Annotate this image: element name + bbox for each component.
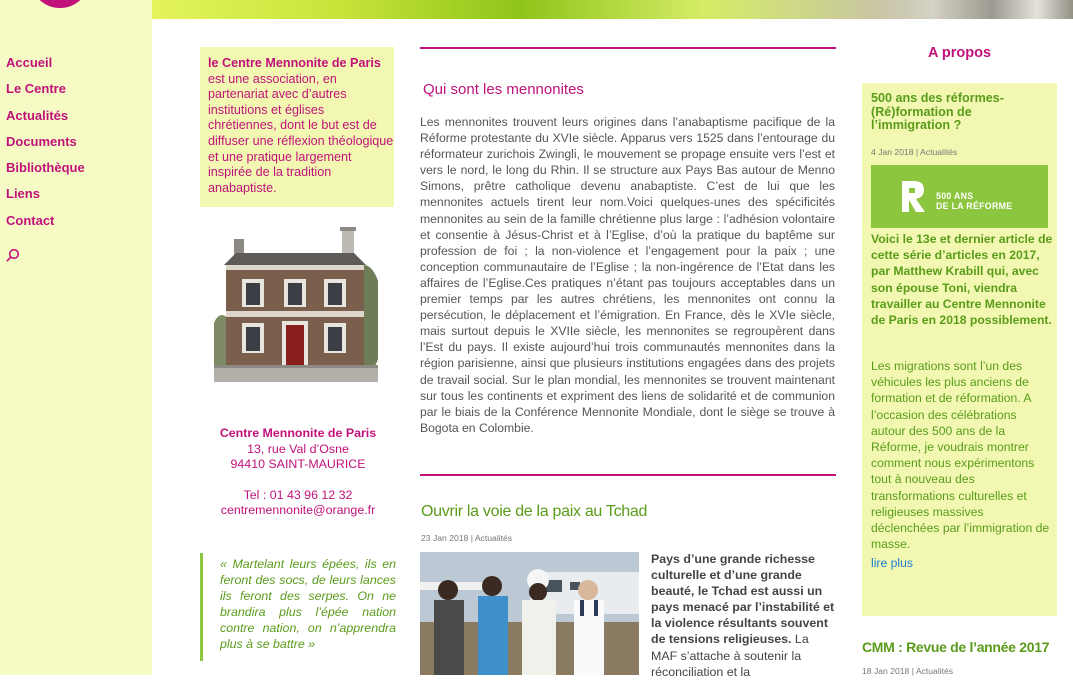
nav-item-le-centre[interactable]: Le Centre: [6, 81, 66, 97]
card-lead: Voici le 13e et dernier article de cette série d’articles en 2017, par Matthew Krabill qui, avec son épouse Toni, viendra travailler au Centre Mennonite de Paris en 2018 possiblement.: [871, 232, 1053, 328]
address-email[interactable]: centremennonite@orange.fr: [220, 503, 376, 518]
nav-item-accueil[interactable]: Accueil: [6, 55, 53, 70]
intro-text: [208, 56, 394, 196]
section-divider-top: [420, 47, 836, 49]
intro-box: [200, 47, 394, 207]
address-phone[interactable]: Tel : 01 43 96 12 32: [243, 487, 353, 502]
news2-meta: 18 Jan 2018 | Actualités: [862, 666, 954, 676]
read-more-link[interactable]: lire plus: [871, 556, 913, 570]
nav-item-documents[interactable]: Documents: [6, 133, 77, 149]
reformation-logo-icon: [900, 180, 926, 213]
main-nav: [6, 50, 85, 234]
apropos-heading: A propos: [927, 45, 992, 61]
post-photo-tchad[interactable]: [420, 552, 639, 675]
nav-item-liens[interactable]: Liens: [6, 186, 40, 202]
featured-article-card: [862, 83, 1057, 616]
card-meta: 4 Jan 2018 | Actualités: [871, 147, 958, 157]
nav-item-bibliotheque[interactable]: Bibliothèque: [6, 160, 85, 176]
card-body: Les migrations sont l’un des véhicules les plus anciens de formation et de réformation. A l’occasion des célébrations autour des 500 ans de la Réforme, je voudrais montrer comment nous expérimentons tout à nouveau des transformations culturelles et religieuses massives déclenchées par l’immigration de masse.: [871, 359, 1050, 552]
address-city: 94410 SAINT-MAURICE: [230, 457, 366, 472]
search-icon[interactable]: [6, 248, 20, 262]
reformation-500-banner[interactable]: [871, 165, 1048, 228]
post-excerpt: [651, 551, 837, 680]
section-title-mennonites: Qui sont les mennonites: [423, 81, 584, 98]
nav-item-actualites[interactable]: Actualités: [6, 107, 69, 123]
section-divider-bottom: [420, 474, 836, 476]
house-photo: [214, 225, 378, 382]
banner-line-2: DE LA RÉFORME: [936, 201, 1013, 211]
post-title-tchad[interactable]: Ouvrir la voie de la paix au Tchad: [421, 503, 648, 520]
site-logo[interactable]: [8, 0, 118, 16]
nav-item-contact[interactable]: Contact: [6, 212, 55, 228]
banner-line-1: 500 ANS: [936, 191, 974, 201]
post-excerpt-bold: Pays d’une grande richesse culturelle et d’une grande beauté, le Tchad est aussi un pays menacé par l’instabilité et la violence résultants souvent de tensions religieuses.: [651, 552, 835, 647]
quote-text: « Martelant leurs épées, ils en feront des socs, de leurs lances ils feront des serpes. On ne brandira plus l’épée nation contre nation, on n’apprendra plus à se battre »: [220, 557, 396, 652]
address-street: 13, rue Val d’Osne: [247, 441, 349, 456]
card-title[interactable]: 500 ans des réformes-(Ré)formation de l’immigration ?: [871, 91, 1005, 133]
header-banner: [152, 0, 1073, 19]
post-excerpt-rest: La MAF s’attache à soutenir la réconciliation et la: [651, 632, 809, 679]
contact-address: [200, 426, 396, 519]
intro-description: est une association, en partenariat avec d’autres institutions et églises chrétiennes, dont le but est de diffuser une réflexion théologique et une pratique largement inspirée de la tradition anabaptiste.: [208, 71, 394, 195]
left-sidebar: [0, 0, 152, 675]
news2-title[interactable]: CMM : Revue de l’année 2017: [862, 639, 1050, 655]
reformation-banner-text: [936, 191, 1012, 211]
intro-org-name: le Centre Mennonite de Paris: [208, 56, 381, 70]
post-meta: 23 Jan 2018 | Actualités: [421, 533, 513, 543]
section-body-mennonites: Les mennonites trouvent leurs origines dans l’anabaptisme pacifique de la Réforme protestante du XVIe siècle. Apparus vers 1525 dans l’entourage du réformateur zurichois Zwingli, le mouvement se propage ensuite vers l’est et vers le nord, le long du Rhin. Il se structure aux Pays Bas autour de Menno Simons, prêtre catholique devenu anabaptiste. C’est de lui que les mennonites actuels tirent leur nom.Voici quelques-unes des spécificités mennonites au sein de la famille chrétienne plus large : l’adhésion volontaire et consentie à Jésus-Christ et à l’Eglise, d’où la pratique du baptême sur profession de foi ; la non-violence et l’engagement pour la paix ; une conception communautaire de l’Eglise ; la non-ingérence de l’Etat dans les affaires de l’Eglise.Ces pratiques n’étant pas toujours acceptables dans un premier temps par les autres chrétiens, les mennonites ont connu la persécution, le déplacement et l’émigration. En France, dès le XVIe siècle, mais surtout depuis le XVIIe siècle, les mennonites se regroupèrent dans l’Est du pays. Il existe aujourd’hui trois communautés mennonites dans la région parisienne, ainsi que plusieurs institutions engagées dans des projets de travail social. Sur le plan mondial, les mennonites se trouvent maintenant sur tous les continents et expriment des liens de solidarité et de communion par le biais de la Conférence Mennonite Mondiale, dont le siège se trouve à Bogota en Colombie.: [420, 115, 835, 435]
address-org-name: Centre Mennonite de Paris: [219, 426, 377, 440]
banner-photo: [872, 0, 1073, 19]
scripture-quote: [200, 553, 397, 661]
